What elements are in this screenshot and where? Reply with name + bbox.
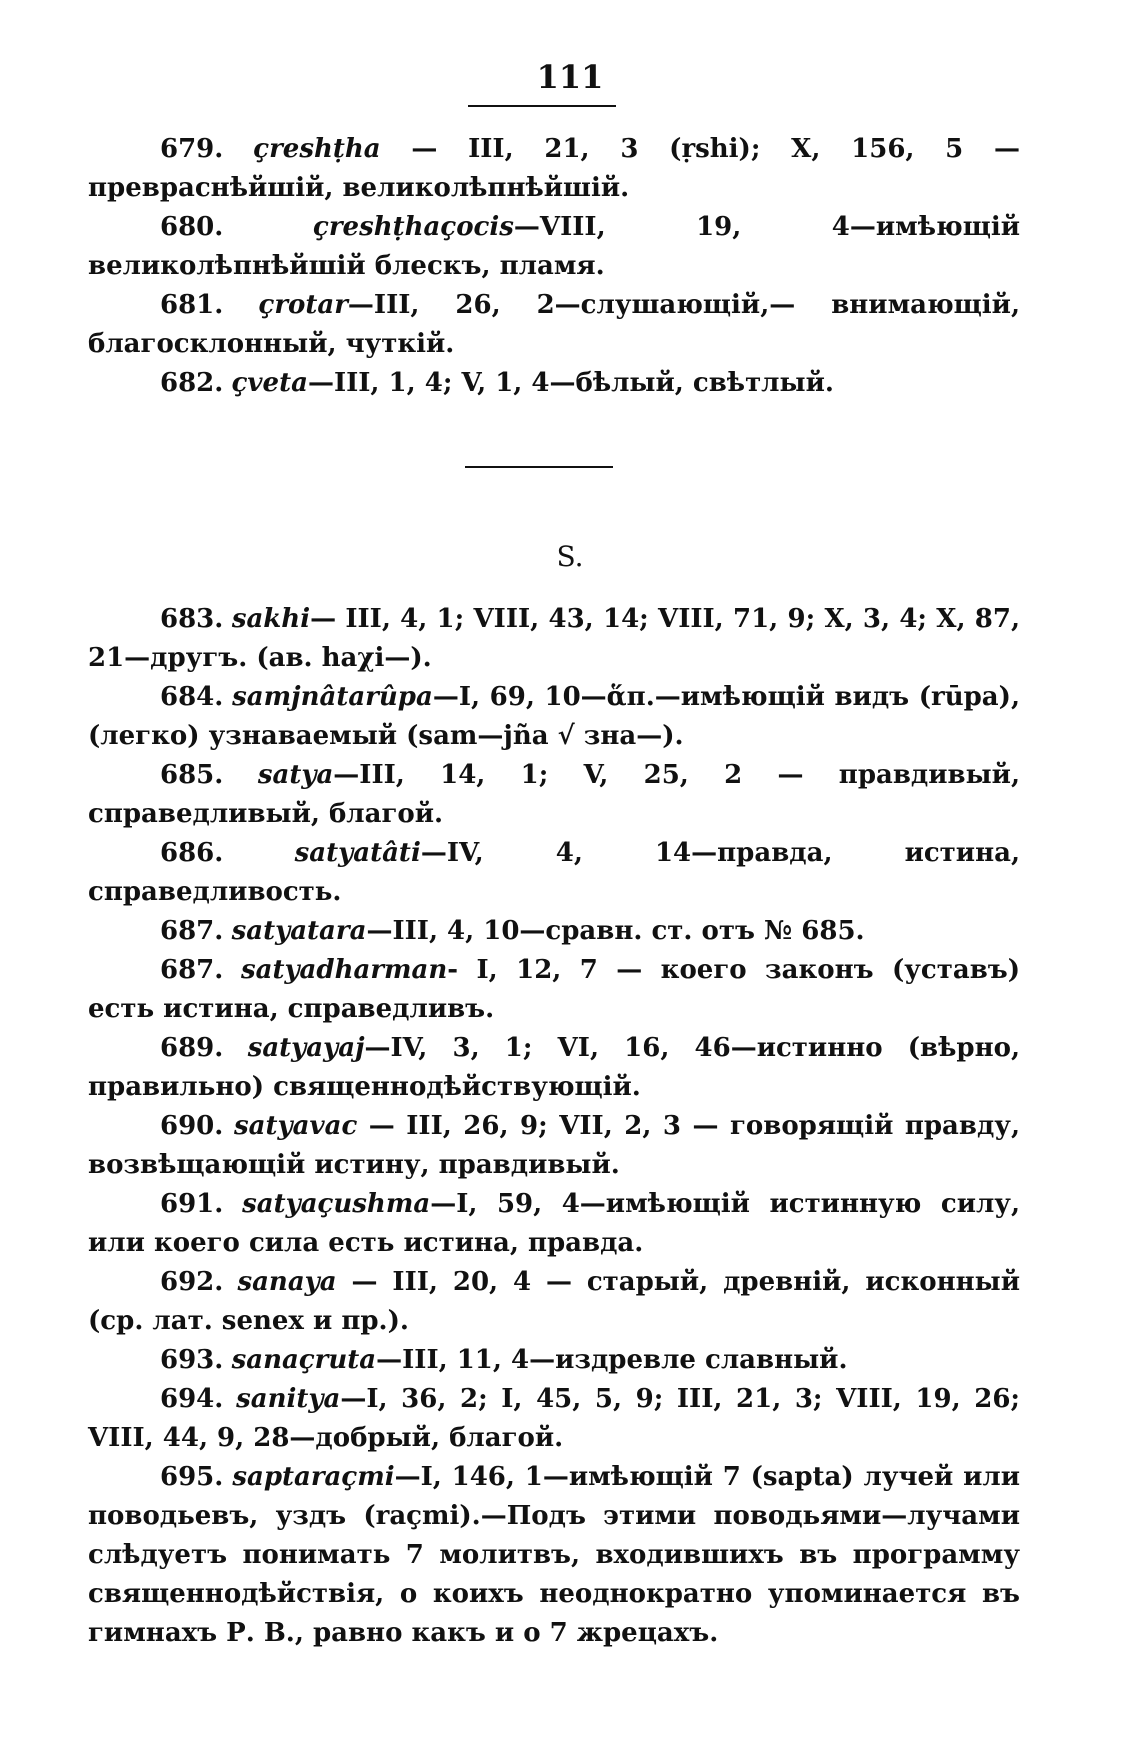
entry-term: satyaçushma	[242, 1189, 431, 1219]
entry-number: 695.	[160, 1462, 224, 1492]
dictionary-entry	[88, 364, 1020, 403]
entry-term: sanaçruta	[231, 1345, 377, 1375]
entry-number: 691.	[160, 1189, 224, 1219]
dictionary-entry	[88, 1380, 1020, 1458]
entry-term: çreshṭha	[253, 134, 381, 164]
entry-number: 680.	[160, 212, 224, 242]
dictionary-entry	[88, 1458, 1020, 1653]
entry-number: 692.	[160, 1267, 224, 1297]
section-letter: S.	[556, 540, 584, 573]
dictionary-entry	[88, 1263, 1020, 1341]
dictionary-entry	[88, 834, 1020, 912]
dictionary-entry	[88, 951, 1020, 1029]
dictionary-entry	[88, 1029, 1020, 1107]
entry-gloss: —III, 4, 10—сравн. ст. отъ № 685.	[366, 916, 865, 946]
entry-gloss: —IV, 3, 1; VI, 16, 46—истинно (вѣрно, правильно) священнодѣйствующій.	[88, 1033, 1020, 1102]
entry-number: 693.	[160, 1345, 224, 1375]
entry-number: 685.	[160, 760, 224, 790]
entry-number: 684.	[160, 682, 224, 712]
entry-number: 682.	[160, 368, 224, 398]
entry-term: samjnâtarûpa	[232, 682, 433, 712]
entry-number: 690.	[160, 1111, 224, 1141]
entry-gloss: —III, 1, 4; V, 1, 4—бѣлый, свѣтлый.	[307, 368, 834, 398]
entry-gloss: —I, 146, 1—имѣющій 7 (sapta) лучей или поводьевъ, уздъ (raçmi).—Подъ этими поводьями—лучами слѣдуетъ понимать 7 молитвъ, входившихъ въ программу священнодѣйствія, о коихъ неоднократно упоминается въ гимнахъ Р. В., равно какъ и о 7 жрецахъ.	[88, 1462, 1020, 1648]
dictionary-entry	[88, 912, 1020, 951]
dictionary-entry	[88, 600, 1020, 678]
entry-gloss: —III, 26, 2—слушающій,— внимающій, благосклонный, чуткій.	[88, 290, 1021, 359]
entry-gloss: — III, 4, 1; VIII, 43, 14; VIII, 71, 9; X, 3, 4; X, 87, 21—другъ. (ав. haχi—).	[88, 604, 1021, 673]
entry-number: 683.	[160, 604, 224, 634]
entries-s-block	[88, 600, 1020, 1653]
entry-number: 681.	[160, 290, 224, 320]
entry-gloss: — III, 20, 4 — старый, древній, исконный (ср. лат. senex и пр.).	[88, 1267, 1020, 1336]
entry-gloss: —I, 69, 10—ἅπ.—имѣющій видъ (rūpa), (легко) узнаваемый (sam—jña √ зна—).	[88, 682, 1021, 751]
dictionary-entry	[88, 286, 1020, 364]
entries-top-block	[88, 130, 1020, 403]
dictionary-entry	[88, 756, 1020, 834]
entry-term: satyatara	[231, 916, 367, 946]
entry-term: çreshṭhaçocis	[313, 212, 514, 242]
entry-number: 689.	[160, 1033, 224, 1063]
entry-number: 687.	[160, 955, 224, 985]
dictionary-entry	[88, 208, 1020, 286]
page-number-rule	[468, 105, 616, 107]
entry-number: 686.	[160, 838, 224, 868]
dictionary-entry	[88, 1107, 1020, 1185]
entry-term: satyayaj	[247, 1033, 365, 1063]
entry-gloss: —IV, 4, 14—правда, истина, справедливость.	[88, 838, 1021, 907]
section-divider	[465, 466, 613, 468]
entry-gloss: —I, 59, 4—имѣющій истинную силу, или коего сила есть истина, правда.	[88, 1189, 1021, 1258]
entry-gloss: —III, 11, 4—издревле славный.	[376, 1345, 848, 1375]
dictionary-entry	[88, 130, 1020, 208]
dictionary-entry	[88, 1341, 1020, 1380]
entry-term: çrotar	[258, 290, 348, 320]
entry-term: sakhi	[231, 604, 311, 634]
dictionary-entry	[88, 1185, 1020, 1263]
entry-gloss: — III, 26, 9; VII, 2, 3 — говорящій правду, возвѣщающій истину, правдивый.	[88, 1111, 1020, 1180]
entry-gloss: — III, 21, 3 (ṛshi); X, 156, 5 — превраснѣйшій, великолѣпнѣйшій.	[88, 134, 1021, 203]
entry-term: satyatâti	[294, 838, 421, 868]
entry-term: satya	[257, 760, 334, 790]
page-number: 111	[536, 58, 604, 96]
dictionary-entry	[88, 678, 1020, 756]
entry-term: çveta	[231, 368, 308, 398]
entry-gloss: —III, 14, 1; V, 25, 2 — правдивый, справедливый, благой.	[88, 760, 1021, 829]
entry-gloss: —VIII, 19, 4—имѣющій великолѣпнѣйшій блескъ, пламя.	[88, 212, 1020, 281]
entry-term: sanaya	[237, 1267, 337, 1297]
entry-term: satyadharman	[240, 955, 448, 985]
entry-term: satyavac	[234, 1111, 358, 1141]
entry-term: saptaraçmi	[232, 1462, 395, 1492]
entry-number: 679.	[160, 134, 224, 164]
entry-gloss: - I, 12, 7 — коего законъ (уставъ) есть истина, справедливъ.	[88, 955, 1021, 1024]
entry-gloss: —I, 36, 2; I, 45, 5, 9; III, 21, 3; VIII, 19, 26; VIII, 44, 9, 28—добрый, благой.	[88, 1384, 1021, 1453]
entry-number: 687.	[160, 916, 224, 946]
entry-term: sanitya	[236, 1384, 341, 1414]
entry-number: 694.	[160, 1384, 224, 1414]
